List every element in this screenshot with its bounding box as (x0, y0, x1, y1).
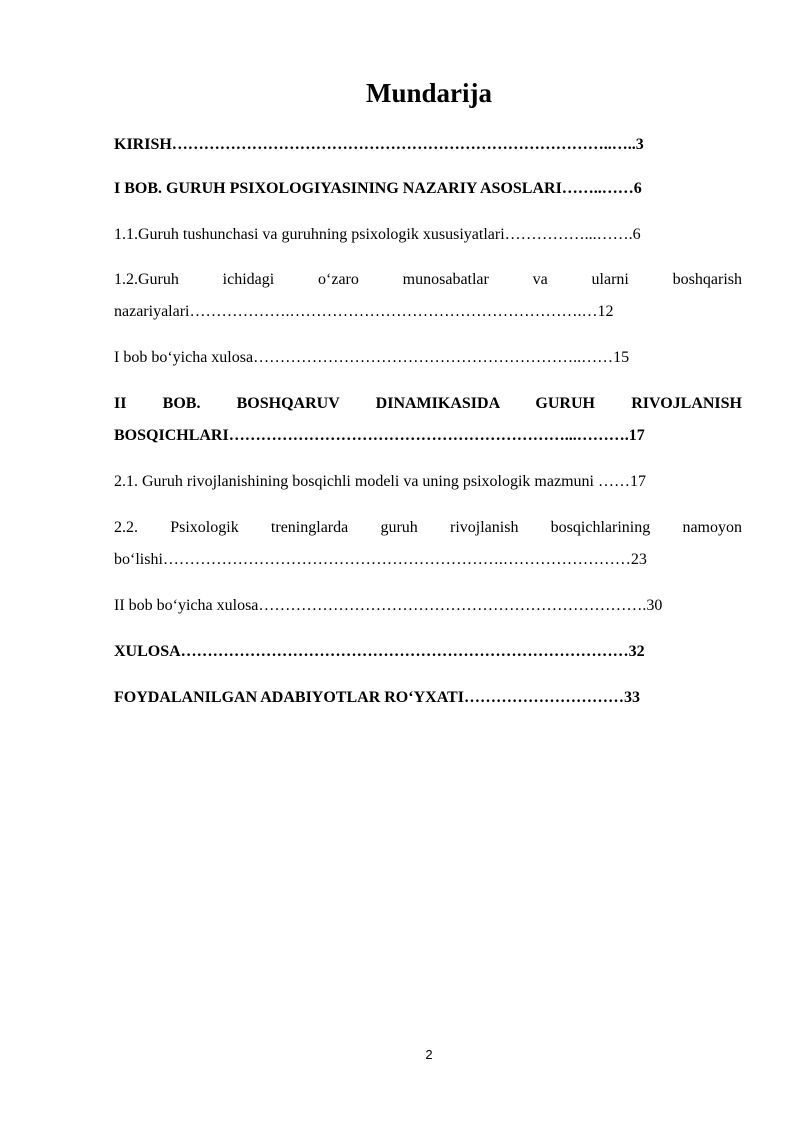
toc-entry-bibliography: FOYDALANILGAN ADABIYOTLAR RO‘YXATI…………………………33 (114, 689, 640, 706)
toc-entry-section-1-2-line-2: nazariyalari……………….……………………………………………….…12 (114, 303, 614, 320)
toc-entry-xulosa: XULOSA…………………………………………………………………………32 (114, 643, 645, 660)
toc-entry-kirish: KIRISH………………………………………………………………………..…..3 (114, 136, 644, 153)
page-number: 2 (425, 1047, 433, 1062)
toc-entry-section-2-2-line-2: bo‘lishi……………………………………………………….……………………23 (114, 551, 647, 568)
page-title: Mundarija (365, 78, 492, 108)
toc-entry-chapter-2-conclusion: II bob bo‘yicha xulosa……………………………………………………………….30 (114, 597, 663, 614)
toc-entry-chapter-1-conclusion: I bob bo‘yicha xulosa……………………………………………………..……15 (114, 349, 630, 366)
toc-entry-section-2-1: 2.1. Guruh rivojlanishining bosqichli modeli va uning psixologik mazmuni ……17 (114, 473, 646, 490)
toc-entry-chapter-2-line-2: BOSQICHLARI………………………………………………………...……….17 (114, 427, 645, 444)
toc-entry-section-2-2-line-1: 2.2. Psixologik treninglarda guruh rivojlanish bosqichlarining namoyon (114, 519, 742, 536)
toc-entry-section-1-2-line-1: 1.2.Guruh ichidagi o‘zaro munosabatlar va ularni boshqarish (114, 271, 742, 288)
toc-entry-section-1-1: 1.1.Guruh tushunchasi va guruhning psixologik xususiyatlari……………...…….6 (114, 226, 641, 243)
toc-entry-chapter-1: I BOB. GURUH PSIXOLOGIYASINING NAZARIY ASOSLARI……..……6 (114, 180, 642, 197)
toc-entry-chapter-2-line-1: II BOB. BOSHQARUV DINAMIKASIDA GURUH RIVOJLANISH (114, 395, 742, 412)
